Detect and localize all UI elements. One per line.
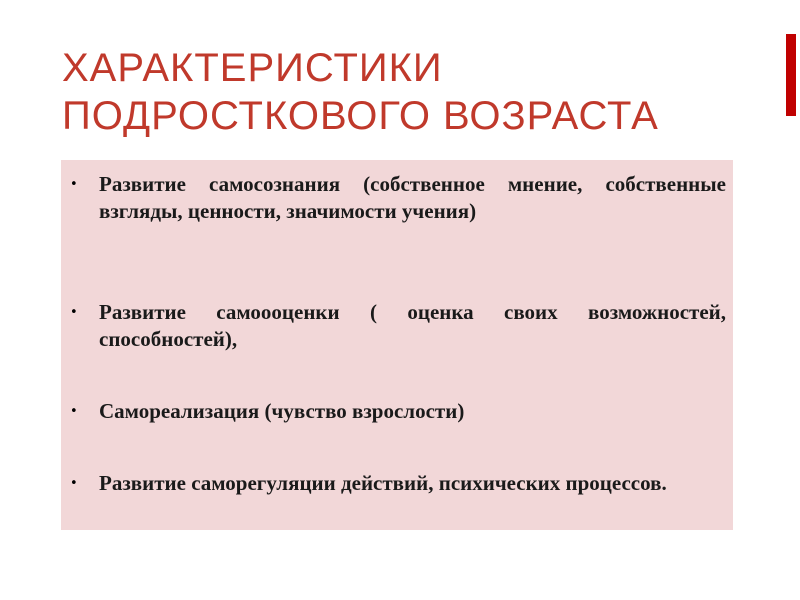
bullet-item: [61, 398, 733, 425]
bullet-dot-icon: •: [70, 305, 78, 320]
slide-title-line-1: ХАРАКТЕРИСТИКИ: [62, 46, 443, 90]
bullet-item: [61, 470, 733, 497]
slide-title-line-2: ПОДРОСТКОВОГО ВОЗРАСТА: [62, 94, 659, 138]
bullet-item: [61, 171, 733, 225]
bullet-dot-icon: •: [70, 404, 78, 419]
bullet-text: Развитие самоооценки ( оценка своих возможностей, способностей),: [99, 300, 726, 351]
content-box: [61, 160, 733, 530]
bullet-dot-icon: •: [70, 177, 78, 192]
bullet-dot-icon: •: [70, 476, 78, 491]
accent-bar: [786, 34, 796, 116]
bullet-text: Самореализация (чувство взрослости): [99, 399, 465, 423]
bullet-text: Развитие саморегуляции действий, психических процессов.: [99, 471, 667, 495]
bullet-text: Развитие самосознания (собственное мнение, собственные взгляды, ценности, значимости учения): [99, 172, 726, 223]
bullet-item: [61, 299, 733, 353]
slide-title: [62, 44, 762, 140]
